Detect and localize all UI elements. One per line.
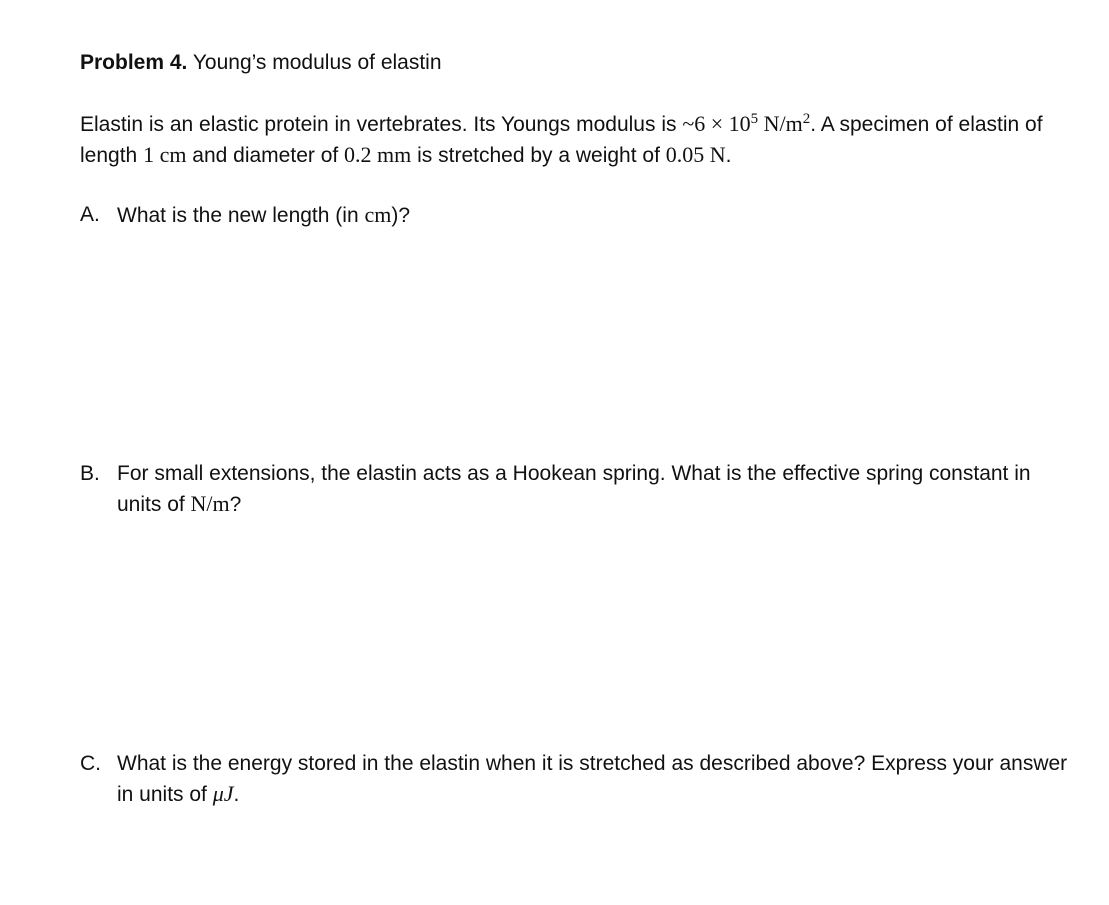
question-letter: B. bbox=[80, 462, 100, 485]
statement-text: is stretched by a weight of bbox=[411, 144, 666, 167]
question-a bbox=[80, 200, 1070, 231]
specimen-diameter: 0.2 mm bbox=[344, 142, 412, 167]
modulus-unit-exponent: 2 bbox=[802, 111, 811, 127]
problem-statement bbox=[80, 109, 1070, 171]
statement-text: Elastin is an elastic protein in vertebrates. Its Youngs modulus is bbox=[80, 113, 683, 136]
modulus-unit: N/m bbox=[758, 111, 803, 136]
question-letter: A. bbox=[80, 203, 100, 226]
question-unit: μJ bbox=[212, 781, 234, 806]
question-b bbox=[80, 459, 1070, 520]
question-prompt: What is the new length (in bbox=[117, 204, 365, 227]
question-prompt: What is the energy stored in the elastin when it is stretched as described above? Express your answer in units of bbox=[117, 752, 1068, 806]
statement-text: . A specimen of elastin of length bbox=[80, 113, 1043, 167]
modulus-exponent: 5 bbox=[750, 111, 759, 127]
modulus-value: ~6 × 10 bbox=[682, 111, 751, 136]
question-end: . bbox=[233, 783, 240, 806]
specimen-length: 1 cm bbox=[143, 142, 187, 167]
question-unit: N/m bbox=[190, 491, 230, 516]
question-end: ? bbox=[229, 493, 242, 516]
question-letter: C. bbox=[80, 752, 101, 775]
statement-text: . bbox=[725, 144, 732, 167]
question-prompt: For small extensions, the elastin acts as a Hookean spring. What is the effective spring constant in units of bbox=[117, 462, 1031, 516]
statement-text: and diameter of bbox=[186, 144, 345, 167]
question-text bbox=[117, 459, 1070, 520]
question-text bbox=[117, 200, 1070, 231]
problem-title bbox=[80, 48, 442, 78]
question-unit: cm bbox=[364, 202, 392, 227]
problem-number: Problem 4. bbox=[80, 51, 188, 74]
problem-topic: Young’s modulus of elastin bbox=[192, 51, 442, 74]
applied-weight: 0.05 N bbox=[665, 142, 726, 167]
question-c bbox=[80, 749, 1070, 810]
question-end: )? bbox=[391, 204, 411, 227]
question-text bbox=[117, 749, 1070, 810]
